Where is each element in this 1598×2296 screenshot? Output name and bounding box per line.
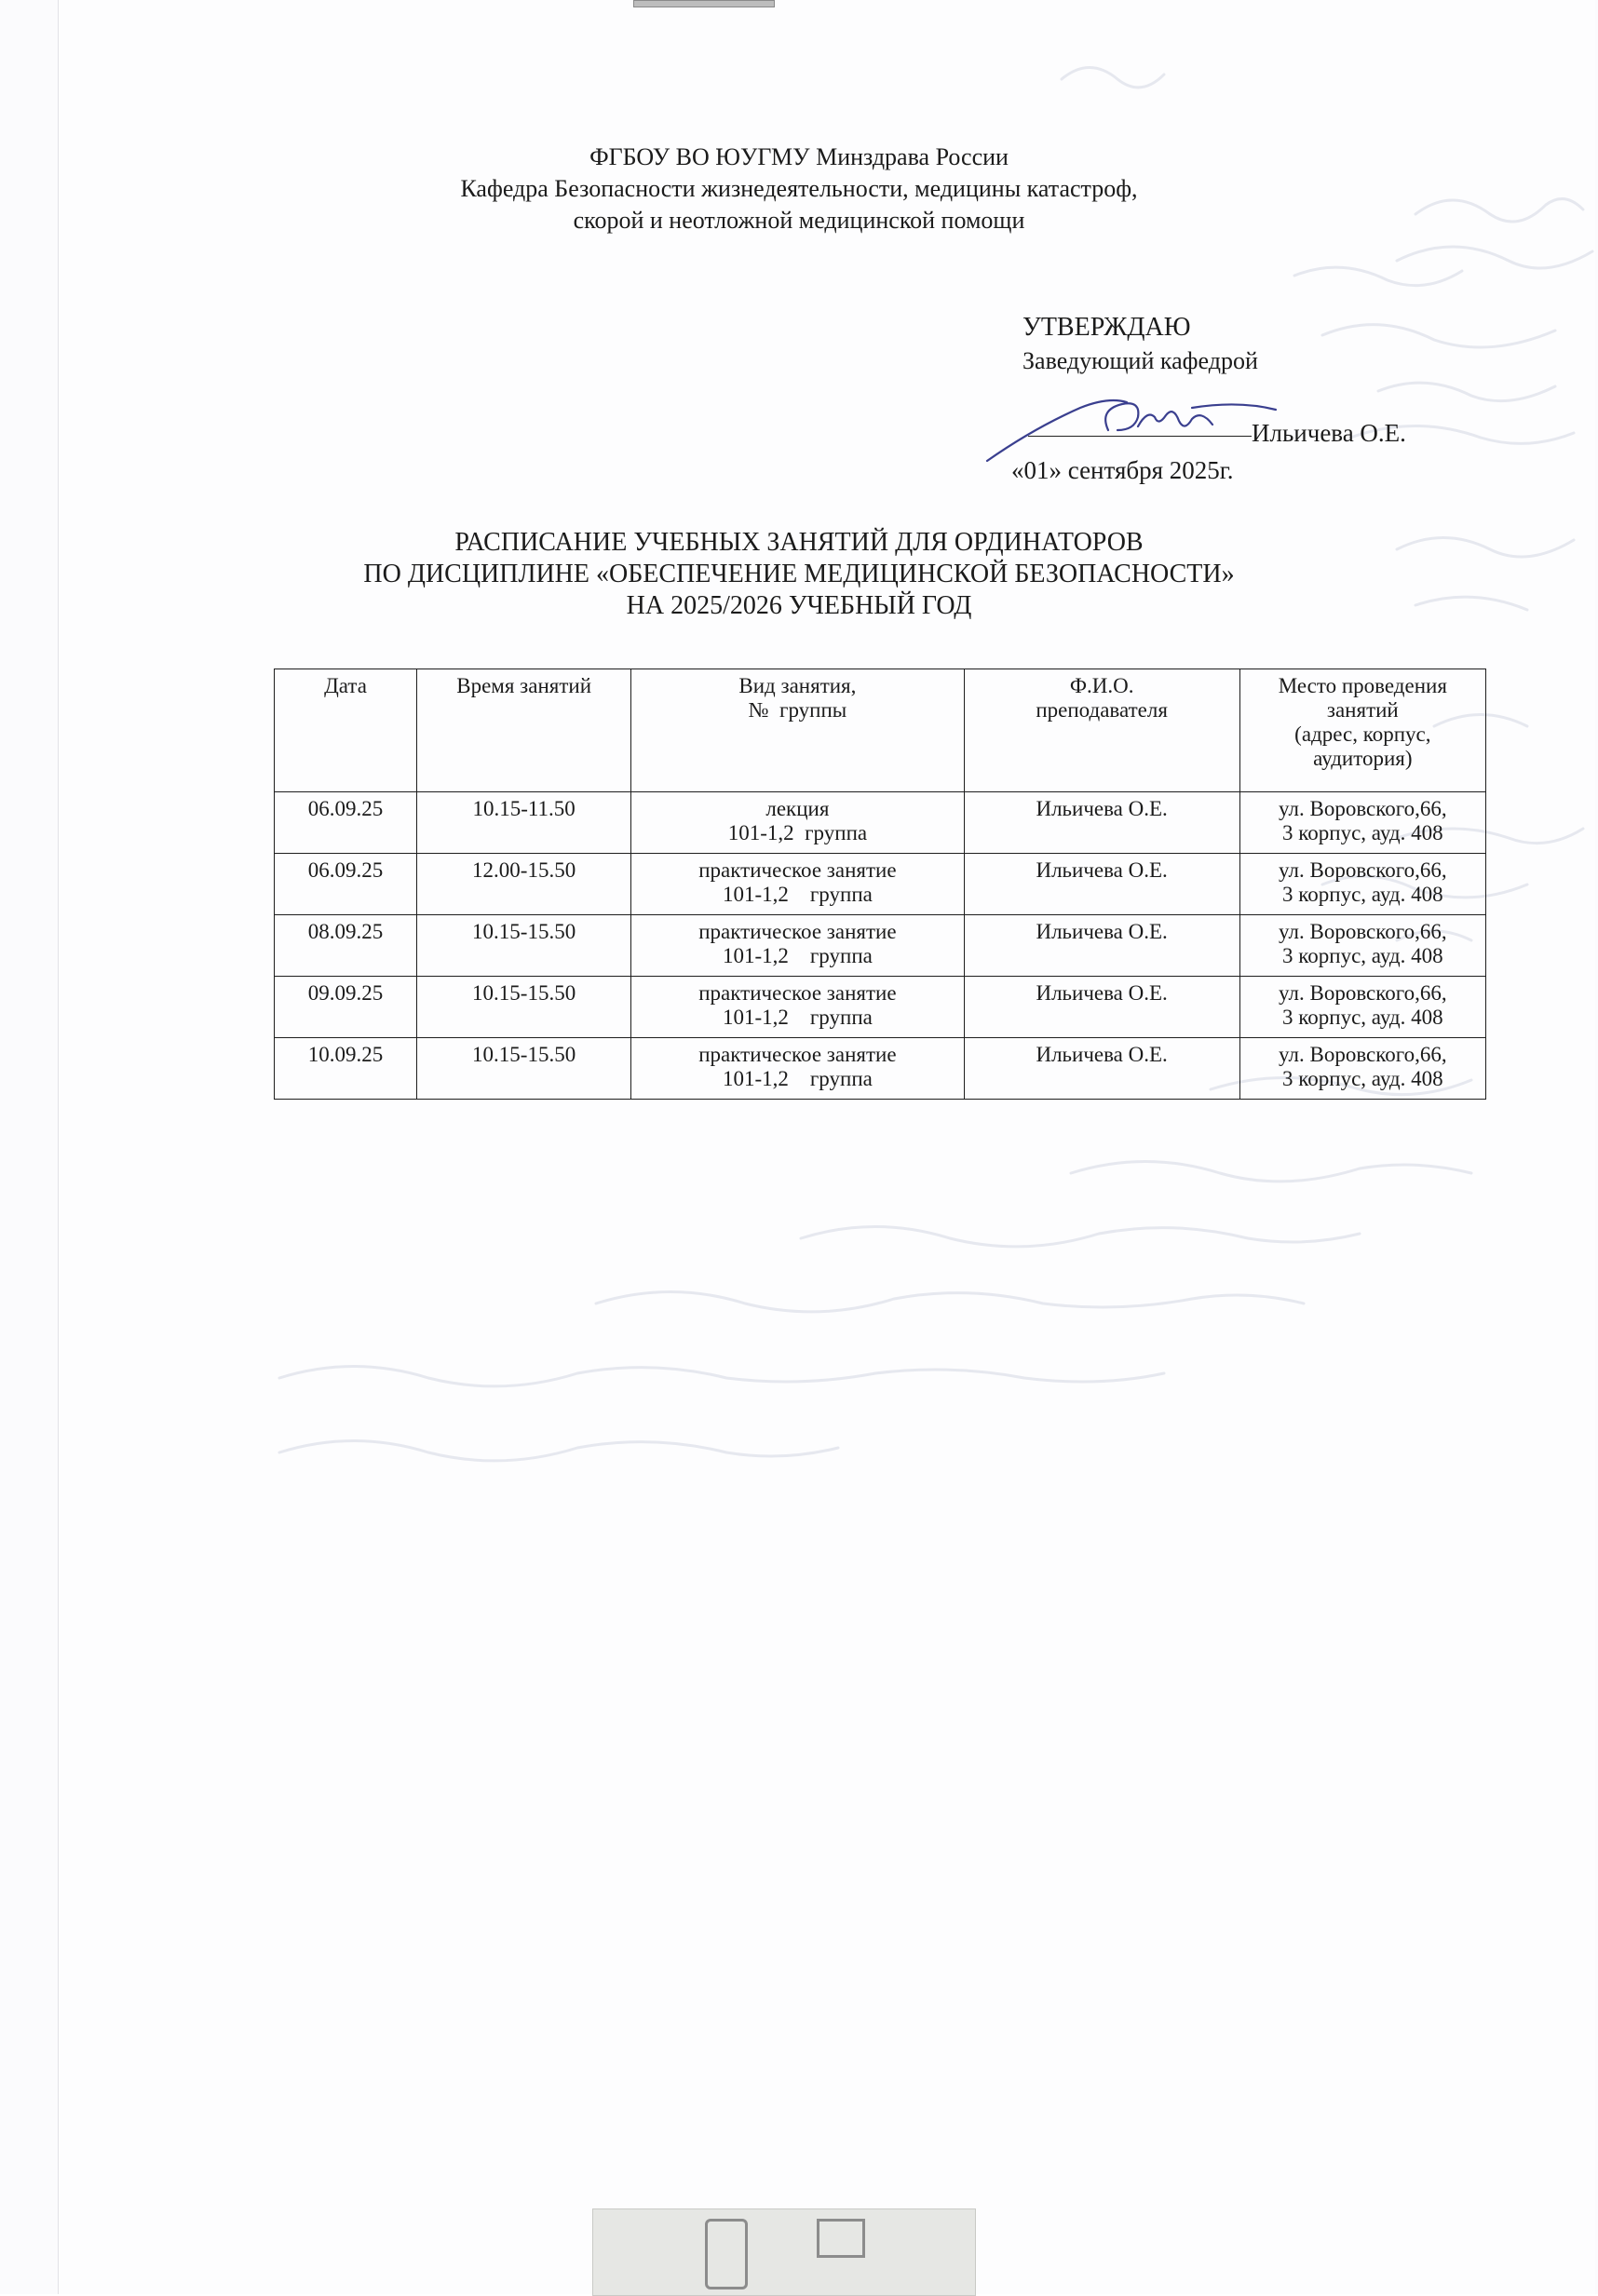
cell-place [1239, 854, 1485, 915]
place-room: 3 корпус, ауд. 408 [1282, 1006, 1443, 1029]
cell-teacher: Ильичева О.Е. [964, 854, 1239, 915]
header-label: занятий [1326, 698, 1399, 722]
column-header-time [417, 669, 631, 792]
header-line: ФГБОУ ВО ЮУГМУ Минздрава России [589, 143, 1009, 170]
cell-kind [631, 1038, 964, 1100]
cell-kind [631, 977, 964, 1038]
header-label: Дата [324, 674, 367, 697]
cell-kind [631, 792, 964, 854]
group-number: 101-1,2 группа [722, 883, 873, 906]
header-label: Место проведения [1278, 674, 1447, 697]
table-header-row [275, 669, 1486, 792]
cell-teacher: Ильичева О.Е. [964, 1038, 1239, 1100]
cell-time: 10.15-15.50 [417, 1038, 631, 1100]
cell-date: 06.09.25 [275, 792, 417, 854]
header-label: аудитория) [1313, 747, 1413, 770]
column-header-teacher [964, 669, 1239, 792]
place-address: ул. Воровского,66, [1279, 797, 1447, 820]
group-number: 101-1,2 группа [722, 1006, 873, 1029]
column-header-kind [631, 669, 964, 792]
group-number: 101-1,2 группа [727, 821, 868, 844]
header-label: Вид занятия, [738, 674, 857, 697]
place-room: 3 корпус, ауд. 408 [1282, 821, 1443, 844]
cell-date: 10.09.25 [275, 1038, 417, 1100]
cell-teacher: Ильичева О.Е. [964, 792, 1239, 854]
table-row [275, 1038, 1486, 1100]
cell-place [1239, 915, 1485, 977]
column-header-date [275, 669, 417, 792]
cell-time: 10.15-15.50 [417, 977, 631, 1038]
cell-date: 06.09.25 [275, 854, 417, 915]
place-room: 3 корпус, ауд. 408 [1282, 944, 1443, 967]
place-address: ул. Воровского,66, [1279, 920, 1447, 943]
title-line: РАСПИСАНИЕ УЧЕБНЫХ ЗАНЯТИЙ ДЛЯ ОРДИНАТОРОВ [454, 528, 1144, 557]
cell-place [1239, 792, 1485, 854]
lesson-type: практическое занятие [698, 920, 897, 943]
lesson-type: практическое занятие [698, 858, 897, 882]
lesson-type: практическое занятие [698, 981, 897, 1005]
cell-time: 10.15-15.50 [417, 915, 631, 977]
institution-header [0, 142, 1598, 236]
approval-title: УТВЕРЖДАЮ [1022, 313, 1191, 342]
group-number: 101-1,2 группа [722, 944, 873, 967]
scan-artifact-bottom [592, 2208, 976, 2296]
cell-kind [631, 915, 964, 977]
table-row [275, 792, 1486, 854]
cell-time: 12.00-15.50 [417, 854, 631, 915]
lesson-type: практическое занятие [698, 1043, 897, 1066]
cell-date: 09.09.25 [275, 977, 417, 1038]
cell-kind [631, 854, 964, 915]
title-line: НА 2025/2026 УЧЕБНЫЙ ГОД [626, 591, 972, 620]
place-room: 3 корпус, ауд. 408 [1282, 1067, 1443, 1090]
lesson-type: лекция [765, 797, 830, 820]
cell-place [1239, 1038, 1485, 1100]
scan-artifact-top [633, 0, 775, 7]
schedule-table [274, 669, 1486, 1100]
header-label: Ф.И.О. [1069, 674, 1134, 697]
artifact-shape [705, 2219, 748, 2289]
header-label: (адрес, корпус, [1294, 723, 1431, 746]
artifact-shape [817, 2219, 865, 2258]
place-address: ул. Воровского,66, [1279, 858, 1447, 882]
document-title [0, 527, 1598, 622]
title-line: ПО ДИСЦИПЛИНЕ «ОБЕСПЕЧЕНИЕ МЕДИЦИНСКОЙ БЕЗОПАСНОСТИ» [363, 560, 1235, 588]
column-header-place [1239, 669, 1485, 792]
approval-position: Заведующий кафедрой [1022, 347, 1258, 374]
place-address: ул. Воровского,66, [1279, 1043, 1447, 1066]
place-address: ул. Воровского,66, [1279, 981, 1447, 1005]
header-line: Кафедра Безопасности жизнедеятельности, медицины катастроф, [460, 175, 1138, 202]
table-row [275, 977, 1486, 1038]
cell-teacher: Ильичева О.Е. [964, 915, 1239, 977]
approval-block [1022, 311, 1258, 378]
header-label: преподавателя [1036, 698, 1168, 722]
header-line: скорой и неотложной медицинской помощи [573, 207, 1025, 234]
cell-teacher: Ильичева О.Е. [964, 977, 1239, 1038]
approval-date: «01» сентября 2025г. [1011, 456, 1234, 484]
table-row [275, 915, 1486, 977]
header-label: Время занятий [456, 674, 592, 697]
cell-time: 10.15-11.50 [417, 792, 631, 854]
cell-date: 08.09.25 [275, 915, 417, 977]
place-room: 3 корпус, ауд. 408 [1282, 883, 1443, 906]
handwritten-signature [968, 372, 1285, 484]
header-label: № группы [748, 698, 847, 722]
group-number: 101-1,2 группа [722, 1067, 873, 1090]
table-row [275, 854, 1486, 915]
cell-place [1239, 977, 1485, 1038]
approver-name: Ильичева О.Е. [1252, 419, 1406, 447]
